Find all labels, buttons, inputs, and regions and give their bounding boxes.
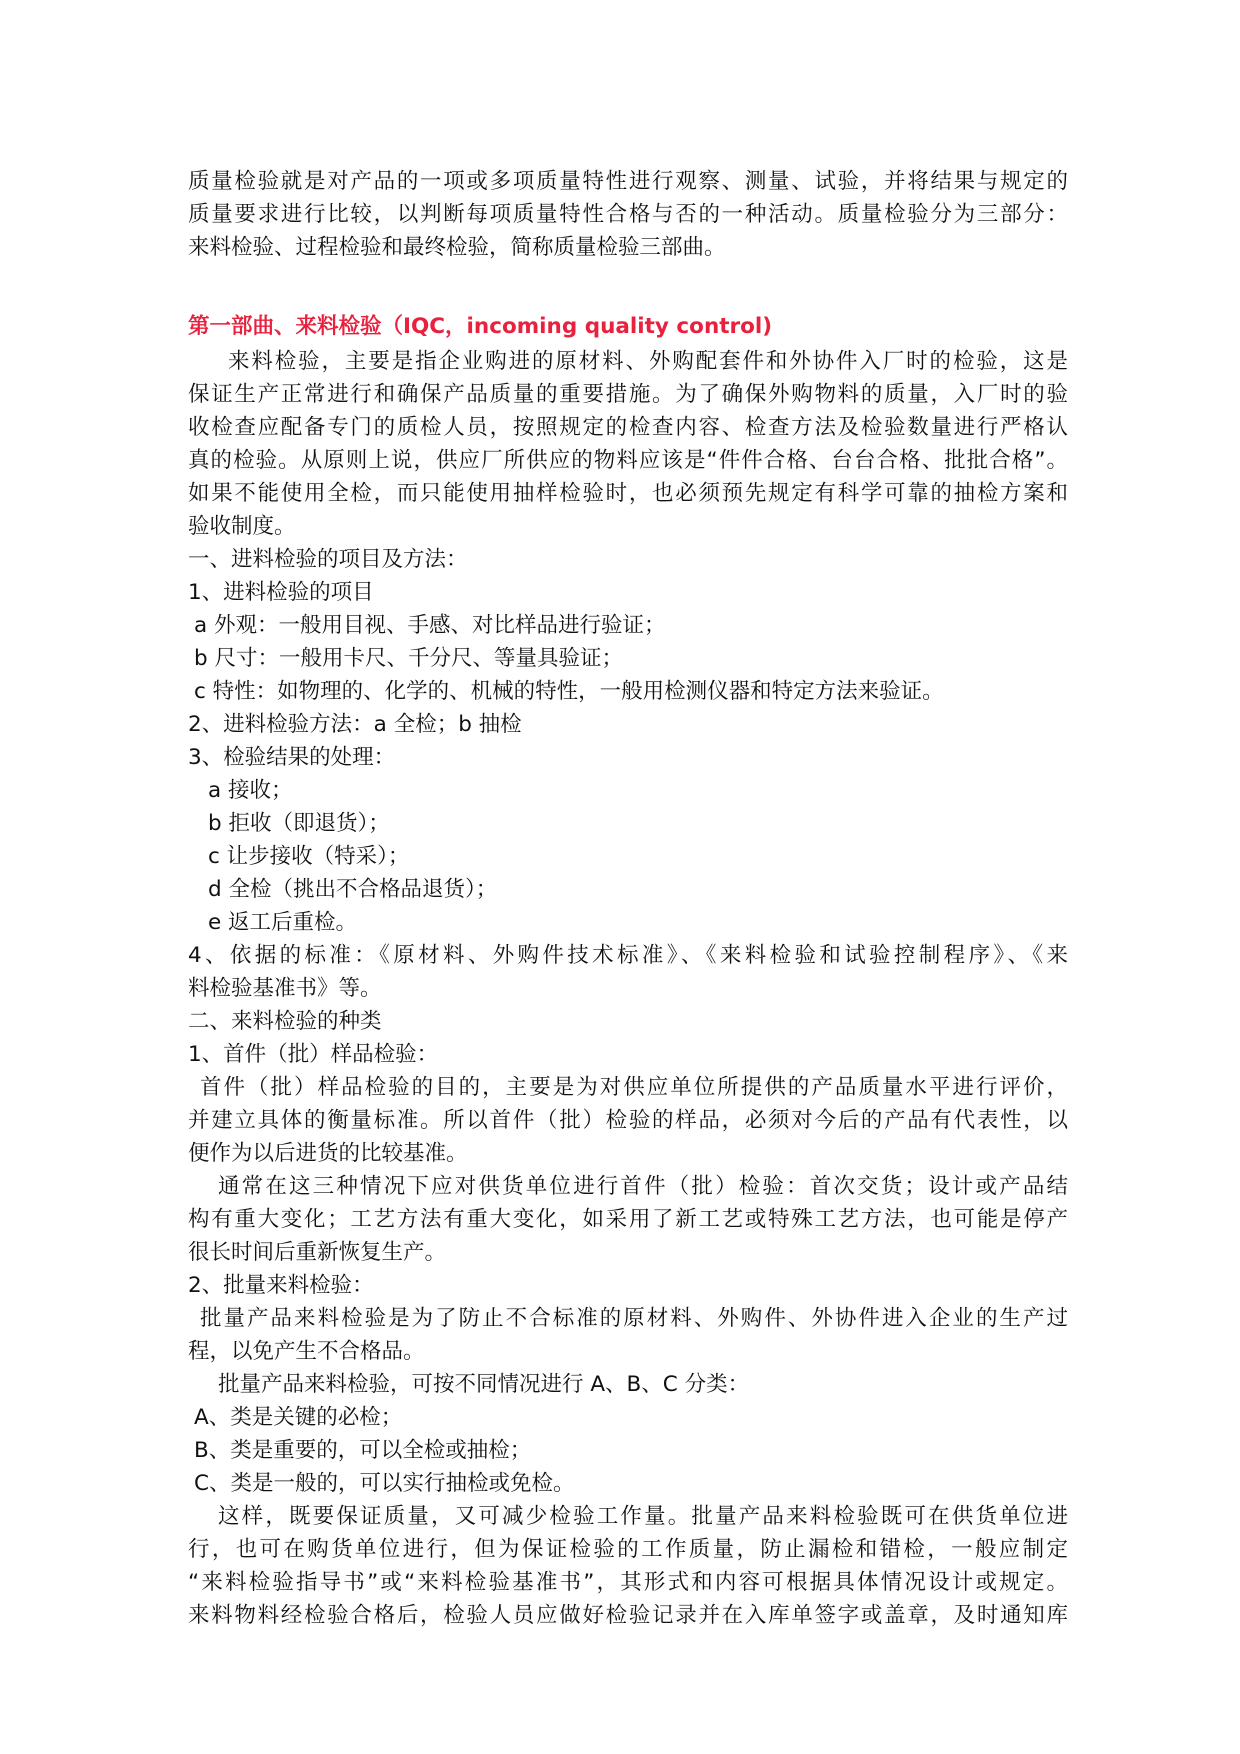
body-line: 保证生产正常进行和确保产品质量的重要措施。为了确保外购物料的质量，入厂时的验 (188, 382, 1068, 407)
body-line: 很长时间后重新恢复生产。 (188, 1240, 447, 1265)
section-title: 第一部曲、来料检验（IQC，incoming quality control) (188, 314, 773, 339)
list-heading: 3、检验结果的处理： (188, 745, 396, 770)
body-line: 构有重大变化；工艺方法有重大变化，如采用了新工艺或特殊工艺方法，也可能是停产 (188, 1207, 1068, 1232)
intro-line: 质量要求进行比较，以判断每项质量特性合格与否的一种活动。质量检验分为三部分： (188, 202, 1068, 227)
list-heading: 二、来料检验的种类 (188, 1009, 382, 1034)
body-line: 来料检验，主要是指企业购进的原材料、外购配套件和外协件入厂时的检验，这是 (228, 349, 1068, 374)
body-line: 这样，既要保证质量，又可减少检验工作量。批量产品来料检验既可在供货单位进 (218, 1504, 1068, 1529)
body-line: 程，以免产生不合格品。 (188, 1339, 425, 1364)
list-item: b 尺寸：一般用卡尺、千分尺、等量具验证； (194, 646, 623, 671)
body-line: 首件（批）样品检验的目的，主要是为对供应单位所提供的产品质量水平进行评价， (200, 1075, 1068, 1100)
list-item: c 让步接收（特采）； (208, 844, 410, 869)
intro-line: 来料检验、过程检验和最终检验，简称质量检验三部曲。 (188, 235, 726, 260)
body-line: 来料物料经检验合格后，检验人员应做好检验记录并在入库单签字或盖章，及时通知库 (188, 1603, 1068, 1628)
body-line: 批量产品来料检验是为了防止不合标准的原材料、外购件、外协件进入企业的生产过 (200, 1306, 1068, 1331)
list-heading: 2、批量来料检验： (188, 1273, 374, 1298)
body-line: 如果不能使用全检，而只能使用抽样检验时，也必须预先规定有科学可靠的抽检方案和 (188, 481, 1068, 506)
document-content (188, 165, 1068, 1632)
list-item: a 接收； (208, 778, 293, 803)
list-item: a 外观：一般用目视、手感、对比样品进行验证； (194, 613, 666, 638)
list-item: c 特性：如物理的、化学的、机械的特性，一般用检测仪器和特定方法来验证。 (194, 679, 944, 704)
body-line: 批量产品来料检验，可按不同情况进行 A、B、C 分类： (218, 1372, 750, 1397)
body-line: 并建立具体的衡量标准。所以首件（批）检验的样品，必须对今后的产品有代表性，以 (188, 1108, 1068, 1133)
body-line: 收检查应配备专门的质检人员，按照规定的检查内容、检查方法及检验数量进行严格认 (188, 415, 1068, 440)
body-line: 行，也可在购货单位进行，但为保证检验的工作质量，防止漏检和错检，一般应制定 (188, 1537, 1068, 1562)
body-line: “来料检验指导书”或“来料检验基准书”，其形式和内容可根据具体情况设计或规定。 (188, 1570, 1068, 1595)
body-line: 验收制度。 (188, 514, 296, 539)
list-heading: 1、首件（批）样品检验： (188, 1042, 439, 1067)
list-item: A、类是关键的必检； (194, 1405, 403, 1430)
body-line: 料检验基准书》等。 (188, 976, 382, 1001)
list-heading: 一、进料检验的项目及方法： (188, 547, 468, 572)
list-item: C、类是一般的，可以实行抽检或免检。 (194, 1471, 575, 1496)
body-line: 真的检验。从原则上说，供应厂所供应的物料应该是“件件合格、台台合格、批批合格”。 (188, 448, 1068, 473)
list-item: b 拒收（即退货）； (208, 811, 390, 836)
intro-line: 质量检验就是对产品的一项或多项质量特性进行观察、测量、试验，并将结果与规定的 (188, 169, 1068, 194)
list-heading: 1、进料检验的项目 (188, 580, 374, 605)
list-heading: 2、进料检验方法：a 全检；b 抽检 (188, 712, 522, 737)
list-item: d 全检（挑出不合格品退货）； (208, 877, 498, 902)
list-item: e 返工后重检。 (208, 910, 358, 935)
body-line: 4、依据的标准：《原材料、外购件技术标准》、《来料检验和试验控制程序》、《来 (188, 943, 1068, 968)
body-line: 便作为以后进货的比较基准。 (188, 1141, 468, 1166)
list-item: B、类是重要的，可以全检或抽检； (194, 1438, 532, 1463)
paragraph-gap (188, 264, 1068, 309)
body-line: 通常在这三种情况下应对供货单位进行首件（批）检验：首次交货；设计或产品结 (218, 1174, 1068, 1199)
